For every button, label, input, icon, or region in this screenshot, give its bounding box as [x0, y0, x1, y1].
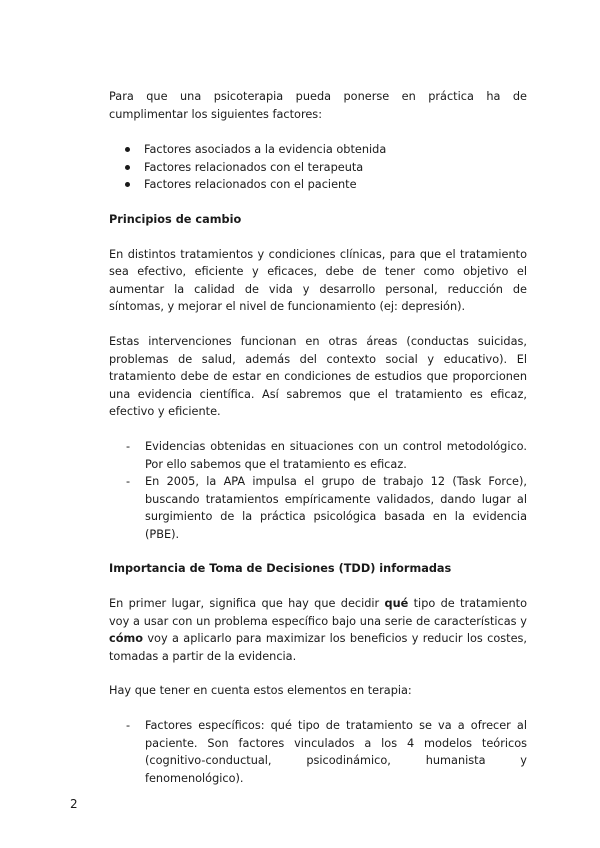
- dash-marker: -: [126, 719, 131, 733]
- heading-principios: Principios de cambio: [109, 212, 242, 226]
- paragraph: Hay que tener en cuenta estos elementos en terapia:: [109, 684, 412, 698]
- list-item: - Factores específicos: qué tipo de tratamiento se va a ofrecer al paciente. Son factores vinculados a los 4 modelos teóricos (cognitivo-conductual, psicodinámico, humanista y fenomenológico).: [126, 719, 527, 785]
- dash-marker: -: [126, 439, 131, 453]
- page-number: 2: [70, 797, 78, 811]
- bullet-icon: [125, 147, 130, 152]
- bullet-icon: [125, 182, 130, 187]
- factors-list: [109, 141, 527, 194]
- paragraph: En primer lugar, significa que hay que decidir qué tipo de tratamiento voy a usar con un problema específico bajo una serie de características y cómo voy a aplicarlo para maximizar los beneficios y reducir los costes, tomadas a partir de la evidencia.: [109, 597, 527, 663]
- bullet-icon: [125, 165, 130, 170]
- paragraph: En distintos tratamientos y condiciones clínicas, para que el tratamiento sea efectivo, eficiente y eficaces, debe de tener como objetivo el aumentar la calidad de vida y desarrollo personal, reducción de síntomas, y mejorar el nivel de funcionamiento (ej: depresión).: [109, 247, 527, 314]
- page-content: [109, 88, 527, 787]
- list-item: Factores relacionados con el terapeuta: [109, 159, 527, 177]
- list-item: - En 2005, la APA impulsa el grupo de trabajo 12 (Task Force), buscando tratamientos empíricamente validados, dando lugar al surgimiento de la práctica psicológica basada en la evidencia (PBE).: [126, 475, 527, 541]
- evidence-list: [109, 438, 527, 544]
- factors-detail-list: [109, 717, 527, 787]
- list-item: Factores asociados a la evidencia obtenida: [109, 141, 527, 159]
- list-item: - Evidencias obtenidas en situaciones con un control metodológico. Por ello sabemos que el tratamiento es eficaz.: [126, 439, 527, 471]
- paragraph: Estas intervenciones funcionan en otras áreas (conductas suicidas, problemas de salud, además del contexto social y educativo). El tratamiento debe de estar en condiciones de estudios que proporcionen una evidencia científica. Así sabremos que el tratamiento es eficaz, efectivo y eficiente.: [109, 334, 527, 419]
- list-item: Factores relacionados con el paciente: [109, 176, 527, 194]
- dash-marker: -: [126, 475, 131, 489]
- intro-paragraph: Para que una psicoterapia pueda ponerse en práctica ha de cumplimentar los siguientes factores:: [109, 90, 527, 121]
- heading-tdd: Importancia de Toma de Decisiones (TDD) informadas: [109, 562, 452, 576]
